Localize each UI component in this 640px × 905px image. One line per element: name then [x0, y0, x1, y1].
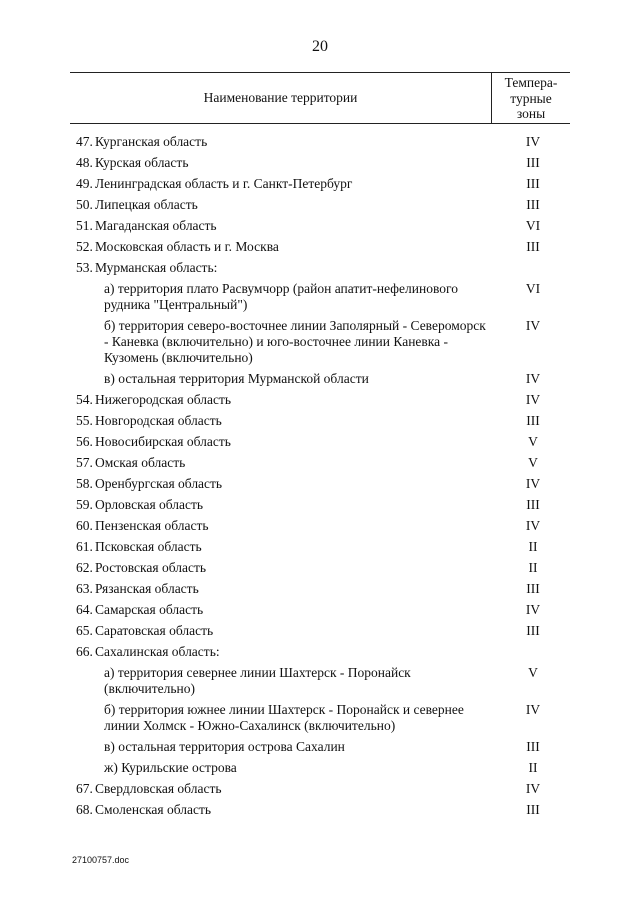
territory-name-header: Наименование территории: [203, 90, 358, 105]
row-number: 58.: [76, 476, 93, 491]
temperature-zone: III: [526, 155, 540, 170]
row-number: 67.: [76, 781, 93, 796]
temperature-zone: VI: [525, 218, 541, 233]
row-number: 47.: [76, 134, 93, 149]
row-number: 65.: [76, 623, 93, 638]
table-row: [0, 197, 640, 213]
territory-name: в) остальная территория Мурманской области: [104, 371, 369, 386]
row-number: 54.: [76, 392, 93, 407]
territory-name: Мурманская область:: [95, 260, 218, 275]
table-row: [0, 702, 640, 734]
territory-table-body: [0, 134, 640, 823]
table-row: [0, 623, 640, 639]
temperature-zone-header: Темпера- турные зоны: [504, 75, 558, 121]
row-number: 66.: [76, 644, 93, 659]
territory-name: Московская область и г. Москва: [95, 239, 279, 254]
row-number: 48.: [76, 155, 93, 170]
table-row: [0, 739, 640, 755]
table-row: [0, 413, 640, 429]
temperature-zone: IV: [525, 476, 541, 491]
territory-name: б) территория южнее линии Шахтерск - Поронайск и севернее линии Холмск - Южно-Сахалинск (включительно): [104, 702, 464, 733]
row-number: 60.: [76, 518, 93, 533]
table-row: [0, 539, 640, 555]
temperature-zone: III: [526, 239, 540, 254]
temperature-zone: IV: [525, 134, 541, 149]
page-number: 20: [312, 38, 328, 55]
temperature-zone: III: [526, 176, 540, 191]
table-row: [0, 281, 640, 313]
row-number: 50.: [76, 197, 93, 212]
territory-name: Курганская область: [95, 134, 208, 149]
temperature-zone: III: [526, 497, 540, 512]
temperature-zone: IV: [525, 781, 541, 796]
territory-name: ж) Курильские острова: [104, 760, 237, 775]
table-row: [0, 760, 640, 776]
row-number: 49.: [76, 176, 93, 191]
table-row: [0, 781, 640, 797]
row-number: 53.: [76, 260, 93, 275]
territory-name: Магаданская область: [95, 218, 217, 233]
table-row: [0, 371, 640, 387]
temperature-zone: V: [528, 665, 538, 680]
row-number: 64.: [76, 602, 93, 617]
row-number: 61.: [76, 539, 93, 554]
table-row: [0, 665, 640, 697]
document-footer: 27100757.doc: [72, 855, 130, 865]
row-number: 63.: [76, 581, 93, 596]
table-row: [0, 434, 640, 450]
territory-name: Липецкая область: [95, 197, 198, 212]
header-bottom-rule: [70, 123, 570, 124]
territory-name: Псковская область: [95, 539, 202, 554]
territory-name: Новгородская область: [95, 413, 222, 428]
territory-name: Омская область: [95, 455, 186, 470]
territory-name: б) территория северо-восточнее линии Заполярный - Североморск - Каневка (включительно) и юго-восточнее линии Каневка - Кузомень (включительно): [104, 318, 486, 365]
territory-name: а) территория плато Расвумчорр (район апатит-нефелинового рудника "Центральный"): [104, 281, 458, 312]
temperature-zone: II: [528, 560, 538, 575]
temperature-zone: V: [528, 455, 538, 470]
temperature-zone: IV: [525, 518, 541, 533]
temperature-zone: III: [526, 802, 540, 817]
territory-name: Самарская область: [95, 602, 204, 617]
table-row: [0, 239, 640, 255]
row-number: 51.: [76, 218, 93, 233]
territory-name: Пензенская область: [95, 518, 209, 533]
territory-name: Новосибирская область: [95, 434, 231, 449]
temperature-zone: IV: [525, 602, 541, 617]
territory-name: Свердловская область: [95, 781, 222, 796]
temperature-zone: II: [528, 539, 538, 554]
territory-name: Курская область: [95, 155, 189, 170]
table-row: [0, 318, 640, 366]
temperature-zone: III: [526, 581, 540, 596]
temperature-zone: III: [526, 413, 540, 428]
table-row: [0, 260, 640, 276]
row-number: 62.: [76, 560, 93, 575]
table-row: [0, 581, 640, 597]
header-top-rule: [70, 72, 570, 73]
temperature-zone: III: [526, 197, 540, 212]
territory-name: Ленинградская область и г. Санкт-Петербург: [95, 176, 353, 191]
temperature-zone: IV: [525, 392, 541, 407]
table-row: [0, 455, 640, 471]
table-row: [0, 644, 640, 660]
territory-name: Смоленская область: [95, 802, 212, 817]
temperature-zone: III: [526, 739, 540, 754]
table-row: [0, 497, 640, 513]
territory-name: в) остальная территория острова Сахалин: [104, 739, 345, 754]
table-row: [0, 218, 640, 234]
table-row: [0, 134, 640, 150]
table-row: [0, 392, 640, 408]
table-row: [0, 476, 640, 492]
territory-name: Рязанская область: [95, 581, 199, 596]
territory-name: Сахалинская область:: [95, 644, 220, 659]
temperature-zone: IV: [525, 702, 541, 717]
table-row: [0, 802, 640, 818]
temperature-zone: V: [528, 434, 538, 449]
temperature-zone: III: [526, 623, 540, 638]
territory-name: Саратовская область: [95, 623, 214, 638]
territory-name: а) территория севернее линии Шахтерск - Поронайск (включительно): [104, 665, 411, 696]
row-number: 55.: [76, 413, 93, 428]
table-row: [0, 176, 640, 192]
temperature-zone: IV: [525, 371, 541, 386]
row-number: 52.: [76, 239, 93, 254]
territory-name: Орловская область: [95, 497, 204, 512]
row-number: 59.: [76, 497, 93, 512]
temperature-zone: II: [528, 760, 538, 775]
territory-name: Нижегородская область: [95, 392, 232, 407]
table-row: [0, 518, 640, 534]
row-number: 56.: [76, 434, 93, 449]
territory-name: Ростовская область: [95, 560, 206, 575]
temperature-zone: IV: [525, 318, 541, 333]
row-number: 57.: [76, 455, 93, 470]
temperature-zone: VI: [525, 281, 541, 296]
table-row: [0, 155, 640, 171]
territory-name: Оренбургская область: [95, 476, 223, 491]
table-row: [0, 602, 640, 618]
row-number: 68.: [76, 802, 93, 817]
table-row: [0, 560, 640, 576]
